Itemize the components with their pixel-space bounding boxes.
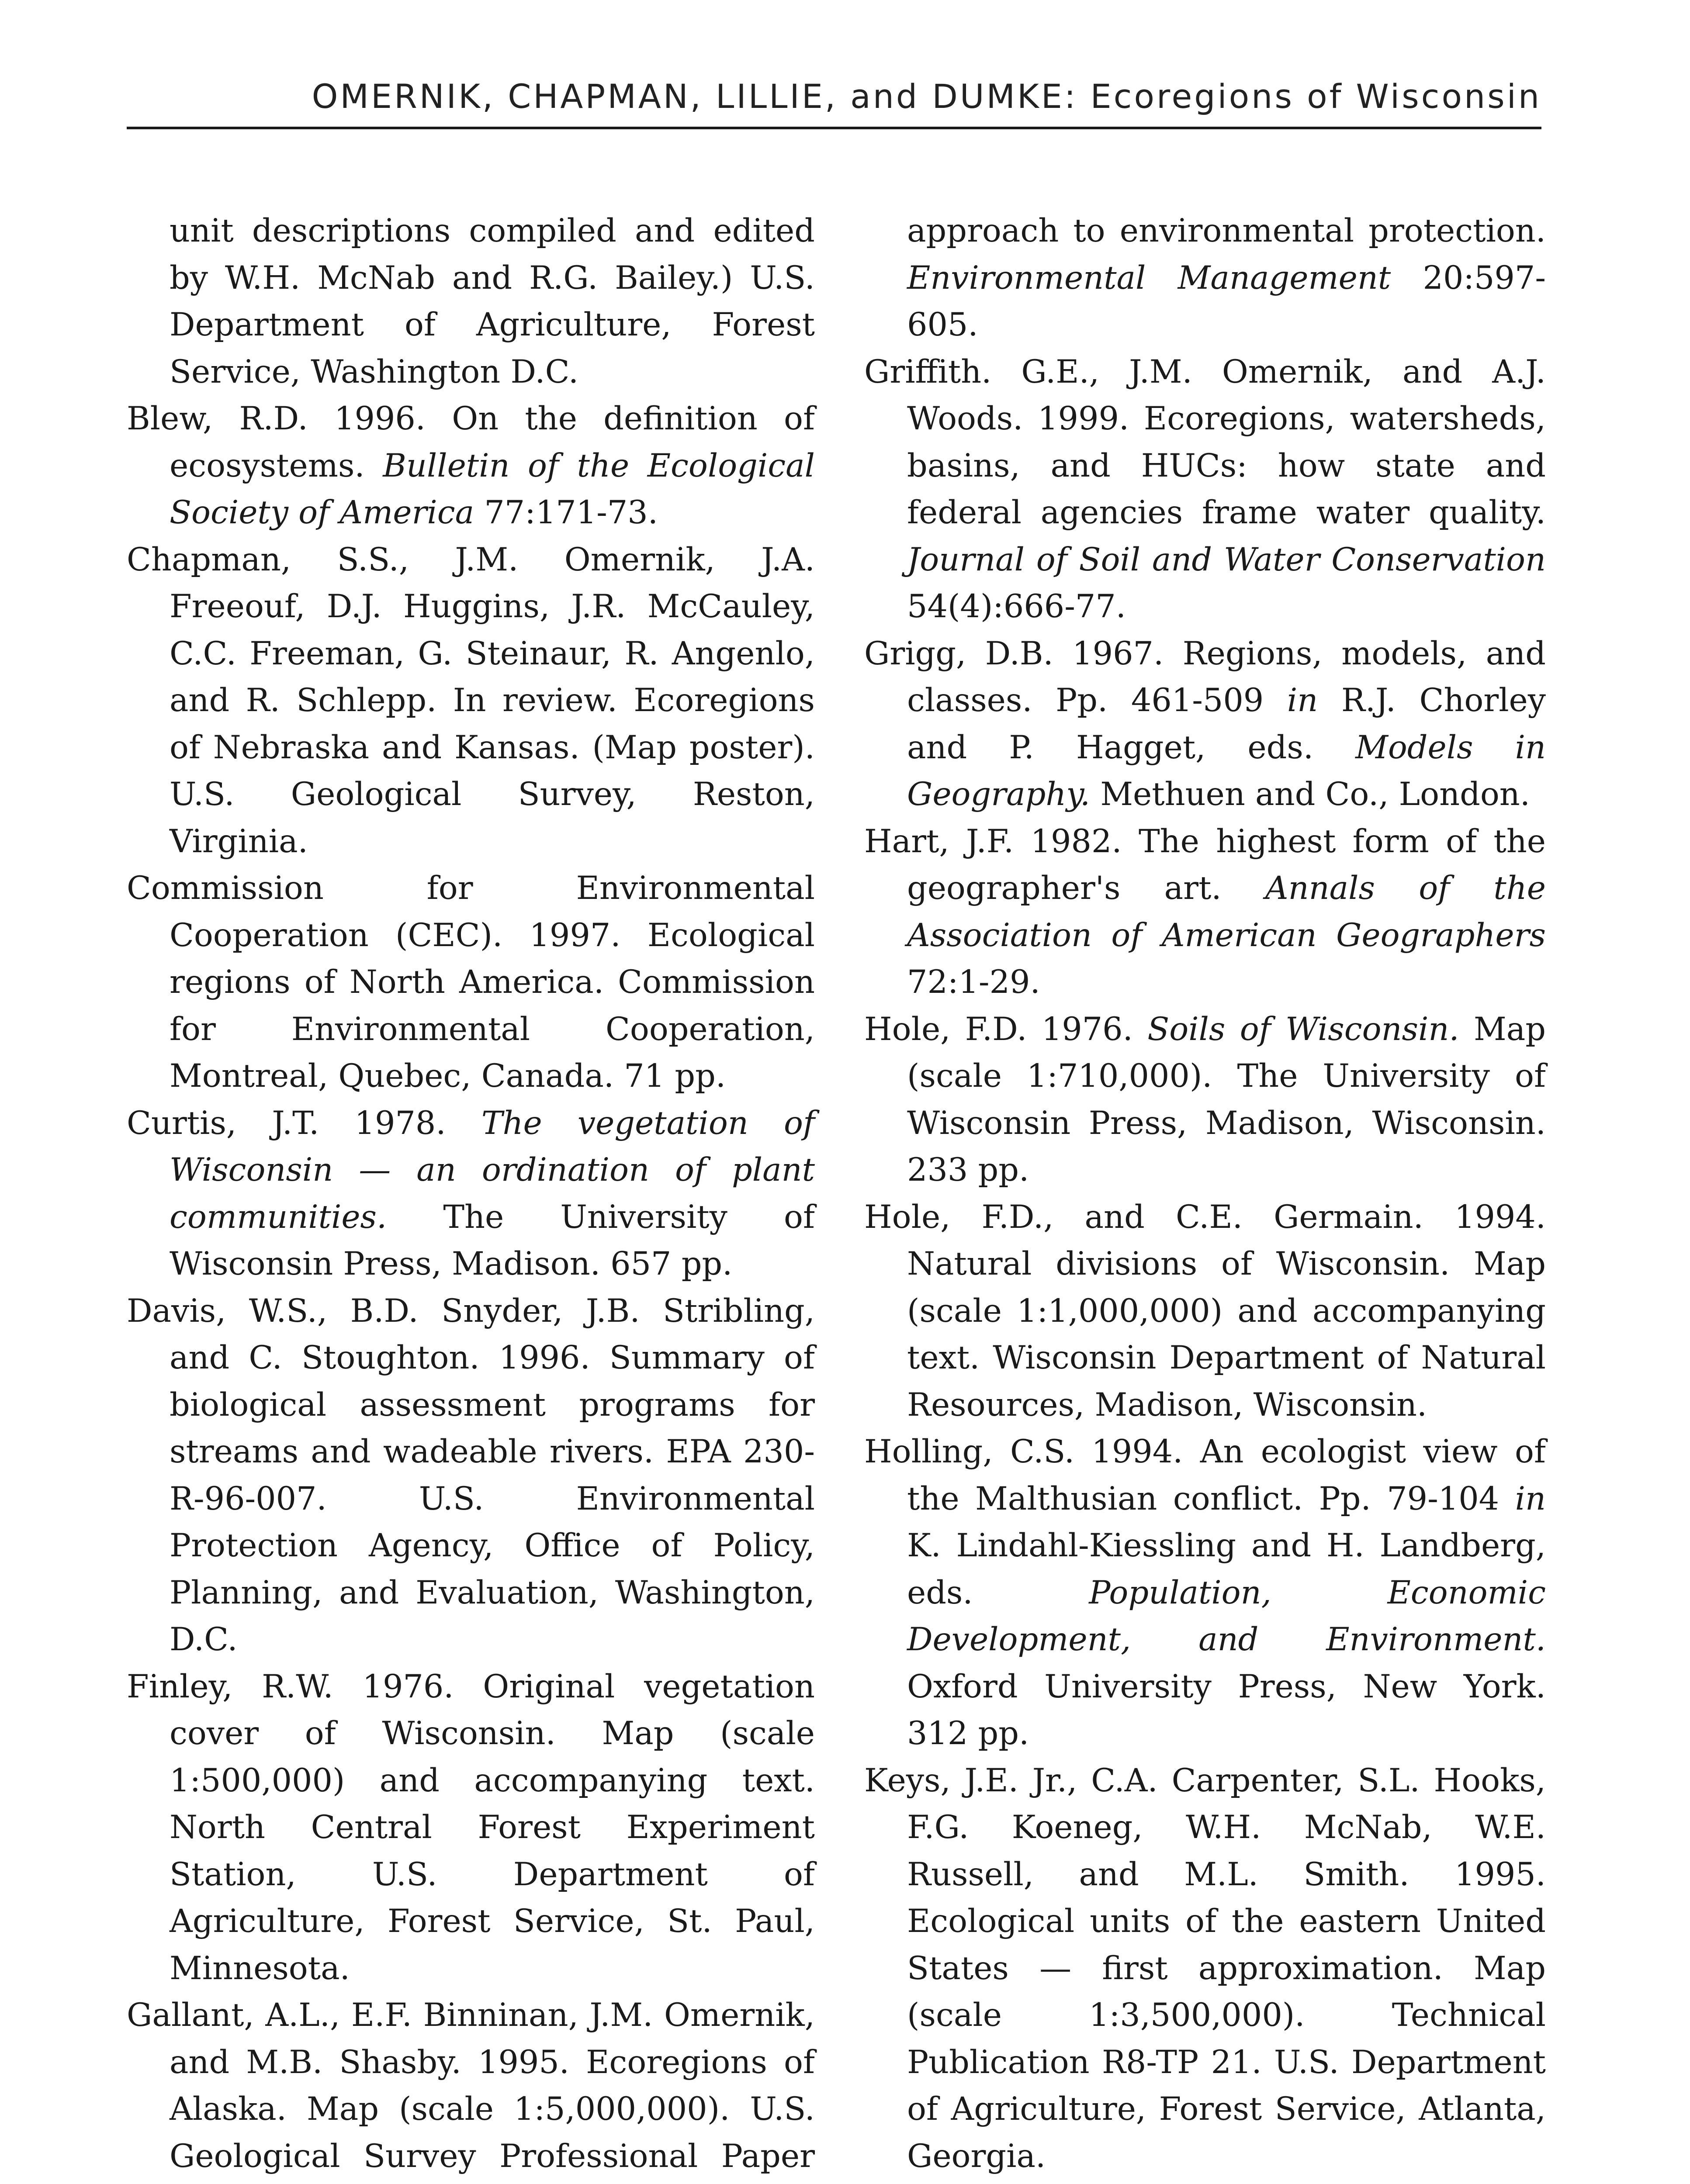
reference-text: Gallant, A.L., E.F. Binninan, J.M. Omernik, and M.B. Shasby. 1995. Ecoregions of Alaska. Map (scale 1:5,000,000). U.S. Geological Survey Professional Paper	[127, 1997, 815, 2175]
reference-text: Holling, C.S. 1994. An ecologist view of the Malthusian conflict. Pp. 79-104	[864, 1433, 1546, 1517]
reference-text: Hole, F.D., and C.E. Germain. 1994. Natural divisions of Wisconsin. Map (scale 1:1,000,000) and accompanying text. Wisconsin Department of Natural Resources, Madison, Wisconsin.	[864, 1198, 1546, 1424]
reference-text: approach to environmental protection.	[907, 212, 1546, 249]
reference-italic-text: Bulletin of the Ecological Society of America	[170, 447, 815, 531]
reference-entry	[864, 2180, 1546, 2184]
reference-text: Methuen and Co., London.	[1090, 776, 1530, 813]
reference-text: Keys, J.E. Jr., C.A. Carpenter, S.L. Hooks, F.G. Koeneg, W.H. McNab, W.E. Russell, and M.L. Smith. 1995. Ecological units of the eastern United States — first approximation. Map (scale 1:3,500,000). Technical Publication R8-TP 21. U.S. Department of Agriculture, Forest Service, Atlanta, Georgia.	[864, 1762, 1546, 2175]
reference-text: R.J. Chorley and P. Hagget, eds.	[907, 682, 1546, 766]
reference-text: Finley, R.W. 1976. Original vegetation cover of Wisconsin. Map (scale 1:500,000) and accompanying text. North Central Forest Experiment Station, U.S. Department of Agriculture, Forest Service, St. Paul, Minnesota.	[127, 1668, 815, 1987]
reference-text: 72:1-29.	[907, 964, 1040, 1001]
reference-italic-text: The vegetation of Wisconsin — an ordination of plant communities.	[170, 1104, 815, 1236]
reference-entry	[864, 1428, 1546, 1757]
reference-entry	[864, 1006, 1546, 1194]
reference-text: Griffith. G.E., J.M. Omernik, and A.J. Woods. 1999. Ecoregions, watersheds, basins, and HUCs: how state and federal agencies frame water quality.	[864, 353, 1546, 531]
reference-entry	[127, 395, 815, 536]
reference-entry	[864, 1757, 1546, 2180]
reference-entry	[864, 1194, 1546, 1429]
reference-text: Blew, R.D. 1996. On the definition of ecosystems.	[127, 400, 815, 484]
reference-italic-text: Journal of Soil and Water Conservation	[907, 541, 1546, 578]
reference-italic-text: Environmental Management	[907, 259, 1391, 297]
reference-text: Curtis, J.T. 1978.	[127, 1104, 481, 1142]
reference-text: unit descriptions compiled and edited by W.H. McNab and R.G. Bailey.) U.S. Department of Agriculture, Forest Service, Washington D.C.	[170, 212, 815, 390]
reference-italic-text: Annals of the Association of American Geographers	[907, 870, 1546, 954]
reference-text: Davis, W.S., B.D. Snyder, J.B. Stribling, and C. Stoughton. 1996. Summary of biological assessment programs for streams and wadeable rivers. EPA 230-R-96-007. U.S. Environmental Protection Agency, Office of Policy, Planning, and Evaluation, Washington, D.C.	[127, 1292, 815, 1658]
reference-text: Oxford University Press, New York. 312 pp.	[907, 1668, 1546, 1752]
references-left-column	[127, 207, 815, 2184]
reference-entry	[127, 1288, 815, 1663]
reference-entry	[127, 1100, 815, 1288]
reference-text: Commission for Environmental Cooperation (CEC). 1997. Ecological regions of North America. Commission for Environmental Cooperation, Montreal, Quebec, Canada. 71 pp.	[127, 870, 815, 1095]
reference-text: Grigg, D.B. 1967. Regions, models, and classes. Pp. 461-509	[864, 635, 1546, 719]
reference-text: K. Lindahl-Kiessling and H. Landberg, eds.	[907, 1527, 1546, 1611]
reference-text: Hart, J.F. 1982. The highest form of the geographer's art.	[864, 822, 1546, 907]
reference-italic-text: in	[1287, 682, 1318, 719]
reference-entry	[864, 818, 1546, 1006]
reference-entry	[864, 349, 1546, 630]
reference-text: Map (scale 1:710,000). The University of Wisconsin Press, Madison, Wisconsin. 233 pp.	[907, 1010, 1546, 1189]
reference-text: Chapman, S.S., J.M. Omernik, J.A. Freeouf, D.J. Huggins, J.R. McCauley, C.C. Freeman, G. Steinaur, R. Angenlo, and R. Schlepp. In review. Ecoregions of Nebraska and Kansas. (Map poster). U.S. Geological Survey, Reston, Virginia.	[127, 541, 815, 860]
reference-entry	[127, 1992, 815, 2184]
references-right-column	[864, 207, 1546, 2184]
reference-text: Hole, F.D. 1976.	[864, 1010, 1148, 1048]
reference-text: The University of Wisconsin Press, Madison. 657 pp.	[170, 1198, 815, 1282]
reference-italic-text: Soils of Wisconsin.	[1147, 1010, 1459, 1048]
reference-continuation	[127, 207, 815, 395]
reference-text: 20:597-605.	[907, 259, 1546, 343]
reference-text: 54(4):666-77.	[907, 588, 1126, 625]
reference-entry	[864, 630, 1546, 818]
running-title: OMERNIK, CHAPMAN, LILLIE, and DUMKE: Ecoregions of Wisconsin	[312, 77, 1541, 116]
reference-text: 77:171-73.	[474, 494, 658, 531]
reference-continuation	[864, 207, 1546, 349]
reference-italic-text: in	[1515, 1480, 1546, 1517]
reference-entry	[127, 536, 815, 865]
reference-entry	[127, 865, 815, 1100]
reference-entry	[127, 1663, 815, 1992]
reference-italic-text: Population, Economic Development, and Environment.	[907, 1574, 1546, 1658]
running-head	[127, 73, 1541, 129]
reference-italic-text: Models in Geography.	[907, 729, 1546, 813]
